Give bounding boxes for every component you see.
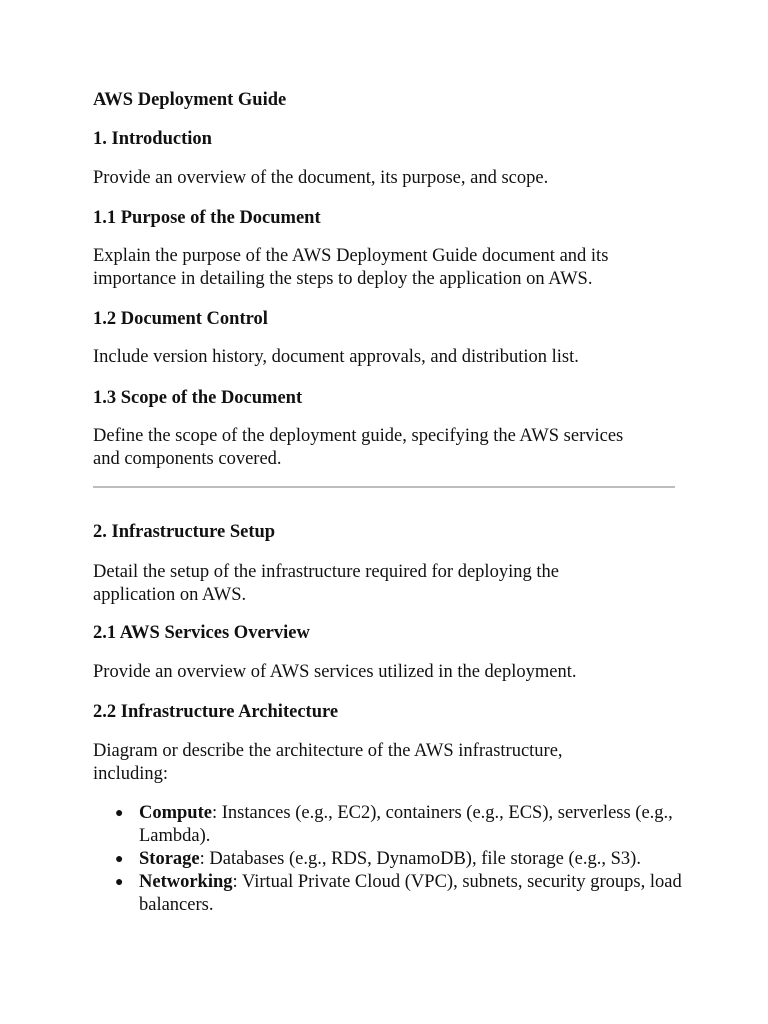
- bullet-icon: ●: [115, 852, 124, 867]
- bullet-term: Networking: [139, 872, 233, 892]
- list-item-compute: [93, 802, 683, 848]
- paragraph-infrastructure-architecture: Diagram or describe the architecture of the AWS infrastructure, including:: [93, 741, 563, 784]
- list-item-networking: [93, 871, 683, 917]
- paragraph-introduction: Provide an overview of the document, its purpose, and scope.: [93, 168, 549, 188]
- heading-aws-services-overview: 2.1 AWS Services Overview: [93, 623, 310, 643]
- document-title: AWS Deployment Guide: [93, 90, 287, 110]
- heading-introduction: 1. Introduction: [93, 129, 212, 149]
- bullet-description: : Virtual Private Cloud (VPC), subnets, security groups, load balancers.: [139, 872, 682, 915]
- section-divider: [93, 486, 675, 488]
- paragraph-purpose: Explain the purpose of the AWS Deployment Guide document and its importance in detailing the steps to deploy the application on AWS.: [93, 246, 609, 289]
- bullet-description: : Databases (e.g., RDS, DynamoDB), file storage (e.g., S3).: [199, 849, 641, 869]
- list-item-storage: [93, 848, 683, 871]
- heading-scope: 1.3 Scope of the Document: [93, 388, 303, 408]
- paragraph-document-control: Include version history, document approvals, and distribution list.: [93, 347, 579, 367]
- bullet-description: : Instances (e.g., EC2), containers (e.g., ECS), serverless (e.g., Lambda).: [139, 803, 673, 846]
- bullet-icon: ●: [115, 806, 124, 821]
- paragraph-infrastructure-setup: Detail the setup of the infrastructure required for deploying the application on AWS.: [93, 562, 559, 605]
- bullet-term: Storage: [139, 849, 200, 869]
- heading-purpose: 1.1 Purpose of the Document: [93, 208, 321, 228]
- heading-document-control: 1.2 Document Control: [93, 309, 268, 329]
- paragraph-scope: Define the scope of the deployment guide, specifying the AWS services and components covered.: [93, 426, 624, 469]
- heading-infrastructure-architecture: 2.2 Infrastructure Architecture: [93, 702, 339, 722]
- bullet-term: Compute: [139, 803, 212, 823]
- architecture-bullet-list: [93, 802, 683, 917]
- heading-infrastructure-setup: 2. Infrastructure Setup: [93, 522, 276, 542]
- bullet-icon: ●: [115, 875, 124, 890]
- paragraph-aws-services-overview: Provide an overview of AWS services utilized in the deployment.: [93, 662, 577, 682]
